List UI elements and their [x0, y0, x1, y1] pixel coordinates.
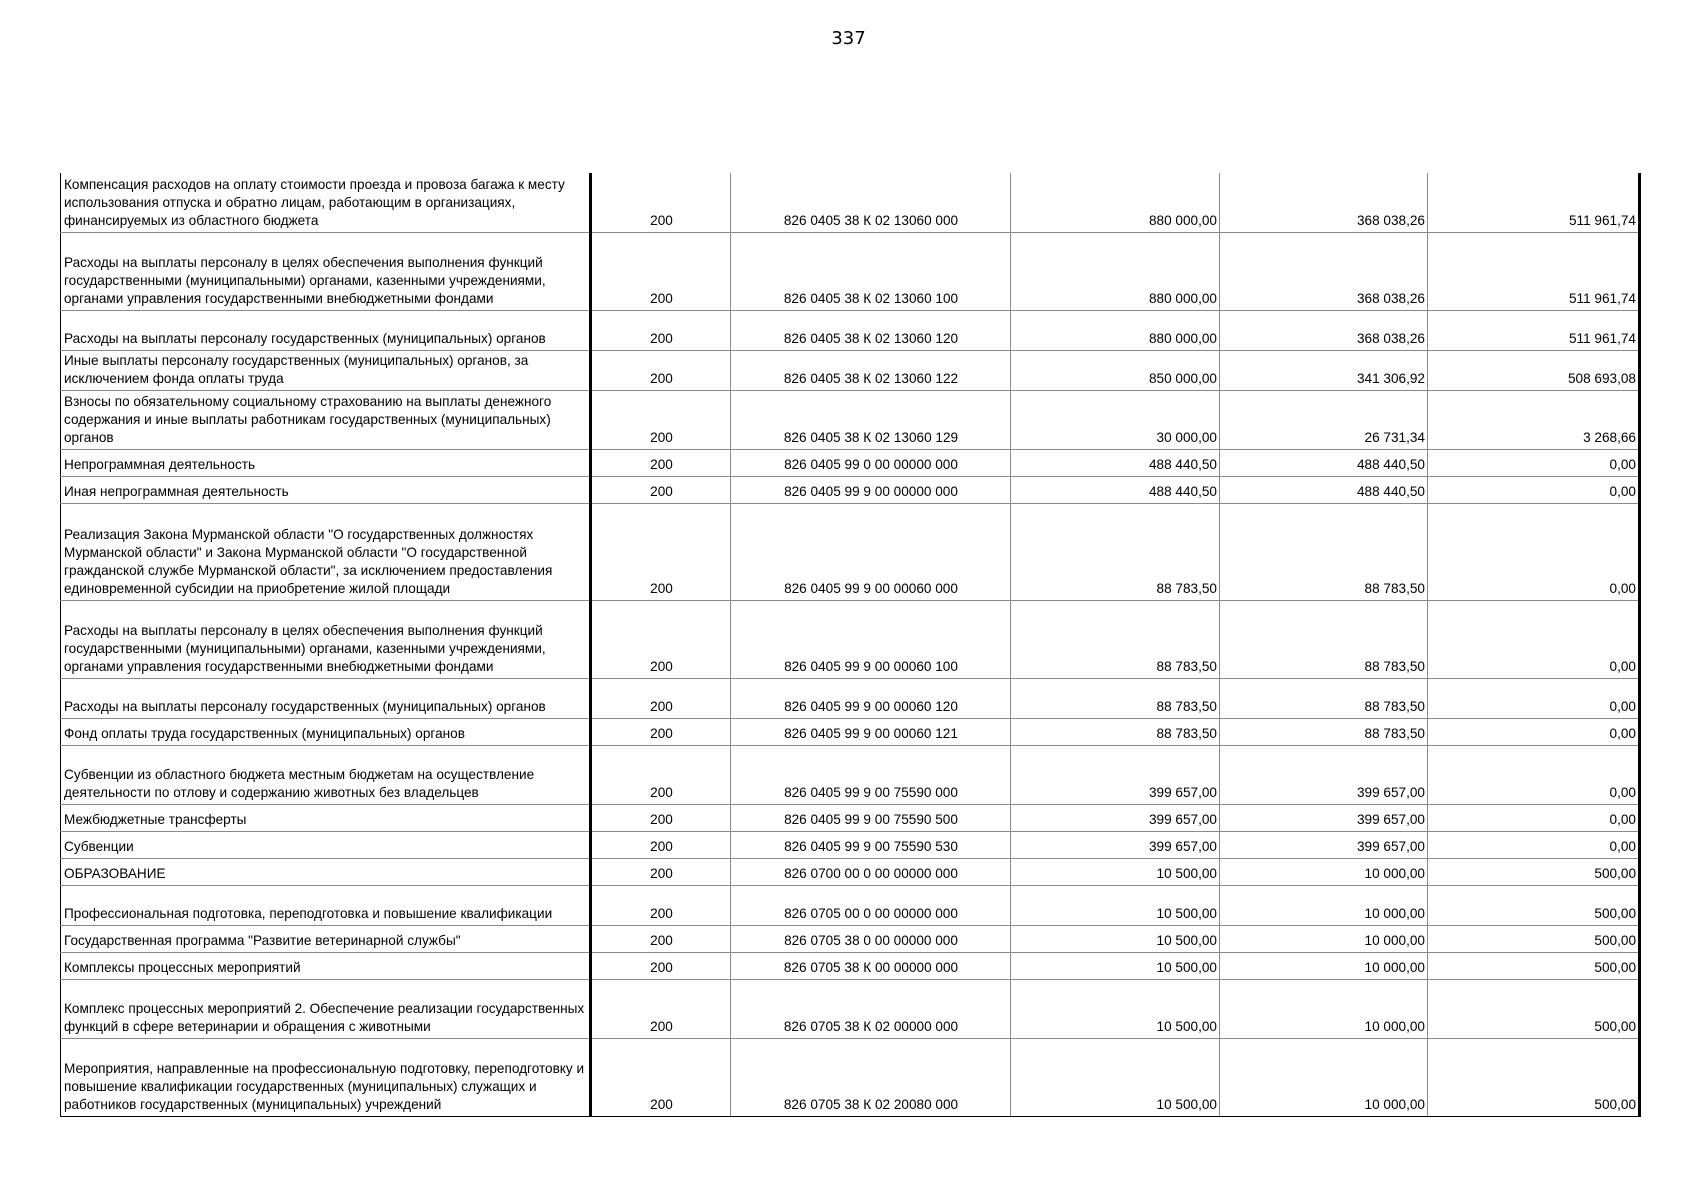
row-approved: 10 500,00 — [1011, 952, 1220, 979]
row-remaining: 500,00 — [1428, 858, 1640, 885]
row-line-code: 200 — [591, 476, 731, 503]
row-executed: 26 731,34 — [1220, 390, 1428, 449]
table-row — [61, 745, 1640, 804]
row-approved: 10 500,00 — [1011, 858, 1220, 885]
table-row — [61, 476, 1640, 503]
row-executed: 368 038,26 — [1220, 310, 1428, 350]
row-executed: 368 038,26 — [1220, 232, 1428, 310]
table-row — [61, 804, 1640, 831]
row-approved: 88 783,50 — [1011, 718, 1220, 745]
table-row — [61, 449, 1640, 476]
row-budget-code: 826 0405 38 К 02 13060 122 — [731, 350, 1011, 390]
row-remaining: 500,00 — [1428, 1038, 1640, 1116]
row-name: Расходы на выплаты персоналу государственных (муниципальных) органов — [61, 310, 591, 350]
row-line-code: 200 — [591, 449, 731, 476]
row-remaining: 500,00 — [1428, 925, 1640, 952]
row-name: Субвенции из областного бюджета местным бюджетам на осуществление деятельности по отлову и содержанию животных без владельцев — [61, 745, 591, 804]
row-name: Расходы на выплаты персоналу государственных (муниципальных) органов — [61, 678, 591, 718]
row-budget-code: 826 0405 38 К 02 13060 129 — [731, 390, 1011, 449]
row-remaining: 500,00 — [1428, 885, 1640, 925]
row-budget-code: 826 0405 99 0 00 00000 000 — [731, 449, 1011, 476]
row-approved: 488 440,50 — [1011, 449, 1220, 476]
row-line-code: 200 — [591, 952, 731, 979]
row-name: ОБРАЗОВАНИЕ — [61, 858, 591, 885]
row-line-code: 200 — [591, 858, 731, 885]
row-budget-code: 826 0705 38 0 00 00000 000 — [731, 925, 1011, 952]
table-row — [61, 1038, 1640, 1116]
row-name: Профессиональная подготовка, переподготовка и повышение квалификации — [61, 885, 591, 925]
row-remaining: 511 961,74 — [1428, 310, 1640, 350]
row-executed: 88 783,50 — [1220, 718, 1428, 745]
table-row — [61, 173, 1640, 232]
row-budget-code: 826 0705 00 0 00 00000 000 — [731, 885, 1011, 925]
row-remaining: 0,00 — [1428, 600, 1640, 678]
table-row — [61, 678, 1640, 718]
row-approved: 399 657,00 — [1011, 831, 1220, 858]
table-row — [61, 600, 1640, 678]
row-budget-code: 826 0705 38 К 02 00000 000 — [731, 979, 1011, 1038]
row-remaining: 3 268,66 — [1428, 390, 1640, 449]
row-remaining: 511 961,74 — [1428, 232, 1640, 310]
table-row — [61, 952, 1640, 979]
row-executed: 399 657,00 — [1220, 804, 1428, 831]
row-approved: 880 000,00 — [1011, 310, 1220, 350]
table-row — [61, 885, 1640, 925]
row-approved: 88 783,50 — [1011, 678, 1220, 718]
row-approved: 880 000,00 — [1011, 173, 1220, 232]
table-row — [61, 925, 1640, 952]
table-row — [61, 390, 1640, 449]
table-row — [61, 350, 1640, 390]
row-line-code: 200 — [591, 745, 731, 804]
row-budget-code: 826 0405 99 9 00 75590 530 — [731, 831, 1011, 858]
row-remaining: 0,00 — [1428, 678, 1640, 718]
row-remaining: 500,00 — [1428, 952, 1640, 979]
row-budget-code: 826 0405 99 9 00 00000 000 — [731, 476, 1011, 503]
row-budget-code: 826 0405 99 9 00 75590 000 — [731, 745, 1011, 804]
row-line-code: 200 — [591, 1038, 731, 1116]
row-line-code: 200 — [591, 390, 731, 449]
row-line-code: 200 — [591, 885, 731, 925]
row-executed: 10 000,00 — [1220, 952, 1428, 979]
row-remaining: 508 693,08 — [1428, 350, 1640, 390]
row-line-code: 200 — [591, 503, 731, 600]
row-name: Государственная программа "Развитие ветеринарной службы" — [61, 925, 591, 952]
row-name: Мероприятия, направленные на профессиональную подготовку, переподготовку и повышение квалификации государственных (муниципальных) служащих и работников государственных (муниципальных) учреждений — [61, 1038, 591, 1116]
row-executed: 10 000,00 — [1220, 979, 1428, 1038]
table-row — [61, 310, 1640, 350]
table-row — [61, 979, 1640, 1038]
table-row — [61, 718, 1640, 745]
row-name: Иные выплаты персоналу государственных (муниципальных) органов, за исключением фонда оплаты труда — [61, 350, 591, 390]
row-remaining: 511 961,74 — [1428, 173, 1640, 232]
row-name: Комплекс процессных мероприятий 2. Обеспечение реализации государственных функций в сфере ветеринарии и обращения с животными — [61, 979, 591, 1038]
budget-table — [60, 173, 1641, 1117]
row-line-code: 200 — [591, 310, 731, 350]
row-approved: 488 440,50 — [1011, 476, 1220, 503]
row-line-code: 200 — [591, 350, 731, 390]
row-line-code: 200 — [591, 804, 731, 831]
table-row — [61, 232, 1640, 310]
row-budget-code: 826 0405 99 9 00 00060 121 — [731, 718, 1011, 745]
row-name: Реализация Закона Мурманской области "О государственных должностях Мурманской области" и Закона Мурманской области "О государственной гражданской службе Мурманской области", за исключением предоставления единовременной субсидии на приобретение жилой площади — [61, 503, 591, 600]
row-name: Комплексы процессных мероприятий — [61, 952, 591, 979]
row-name: Непрограммная деятельность — [61, 449, 591, 476]
row-approved: 880 000,00 — [1011, 232, 1220, 310]
row-executed: 399 657,00 — [1220, 831, 1428, 858]
row-executed: 10 000,00 — [1220, 925, 1428, 952]
row-remaining: 500,00 — [1428, 979, 1640, 1038]
row-approved: 10 500,00 — [1011, 1038, 1220, 1116]
row-approved: 30 000,00 — [1011, 390, 1220, 449]
table-body — [61, 173, 1640, 1116]
row-executed: 88 783,50 — [1220, 503, 1428, 600]
row-executed: 488 440,50 — [1220, 476, 1428, 503]
row-executed: 341 306,92 — [1220, 350, 1428, 390]
row-line-code: 200 — [591, 718, 731, 745]
row-approved: 10 500,00 — [1011, 979, 1220, 1038]
row-line-code: 200 — [591, 831, 731, 858]
row-executed: 88 783,50 — [1220, 678, 1428, 718]
row-remaining: 0,00 — [1428, 449, 1640, 476]
row-remaining: 0,00 — [1428, 745, 1640, 804]
row-approved: 399 657,00 — [1011, 804, 1220, 831]
row-approved: 399 657,00 — [1011, 745, 1220, 804]
row-budget-code: 826 0405 38 К 02 13060 100 — [731, 232, 1011, 310]
row-executed: 10 000,00 — [1220, 858, 1428, 885]
row-line-code: 200 — [591, 678, 731, 718]
row-remaining: 0,00 — [1428, 476, 1640, 503]
row-budget-code: 826 0405 38 К 02 13060 000 — [731, 173, 1011, 232]
row-line-code: 200 — [591, 173, 731, 232]
row-remaining: 0,00 — [1428, 503, 1640, 600]
row-line-code: 200 — [591, 925, 731, 952]
row-budget-code: 826 0705 38 К 00 00000 000 — [731, 952, 1011, 979]
row-executed: 488 440,50 — [1220, 449, 1428, 476]
row-name: Компенсация расходов на оплату стоимости проезда и провоза багажа к месту использования отпуска и обратно лицам, работающим в организациях, финансируемых из областного бюджета — [61, 173, 591, 232]
row-approved: 10 500,00 — [1011, 885, 1220, 925]
row-line-code: 200 — [591, 979, 731, 1038]
row-executed: 88 783,50 — [1220, 600, 1428, 678]
row-executed: 10 000,00 — [1220, 1038, 1428, 1116]
row-executed: 399 657,00 — [1220, 745, 1428, 804]
row-budget-code: 826 0405 99 9 00 00060 000 — [731, 503, 1011, 600]
row-executed: 10 000,00 — [1220, 885, 1428, 925]
row-approved: 10 500,00 — [1011, 925, 1220, 952]
row-line-code: 200 — [591, 232, 731, 310]
table-row — [61, 503, 1640, 600]
row-name: Фонд оплаты труда государственных (муниципальных) органов — [61, 718, 591, 745]
row-name: Межбюджетные трансферты — [61, 804, 591, 831]
row-name: Расходы на выплаты персоналу в целях обеспечения выполнения функций государственными (муниципальными) органами, казенными учреждениями, органами управления государственными внебюджетными фондами — [61, 600, 591, 678]
row-executed: 368 038,26 — [1220, 173, 1428, 232]
row-budget-code: 826 0405 38 К 02 13060 120 — [731, 310, 1011, 350]
row-budget-code: 826 0700 00 0 00 00000 000 — [731, 858, 1011, 885]
row-line-code: 200 — [591, 600, 731, 678]
row-budget-code: 826 0405 99 9 00 00060 120 — [731, 678, 1011, 718]
row-name: Взносы по обязательному социальному страхованию на выплаты денежного содержания и иные выплаты работникам государственных (муниципальных) органов — [61, 390, 591, 449]
row-approved: 88 783,50 — [1011, 600, 1220, 678]
table-row — [61, 858, 1640, 885]
row-approved: 850 000,00 — [1011, 350, 1220, 390]
row-approved: 88 783,50 — [1011, 503, 1220, 600]
row-name: Субвенции — [61, 831, 591, 858]
row-name: Иная непрограммная деятельность — [61, 476, 591, 503]
page-number: 337 — [831, 28, 866, 49]
row-remaining: 0,00 — [1428, 831, 1640, 858]
row-budget-code: 826 0705 38 К 02 20080 000 — [731, 1038, 1011, 1116]
row-name: Расходы на выплаты персоналу в целях обеспечения выполнения функций государственными (муниципальными) органами, казенными учреждениями, органами управления государственными внебюджетными фондами — [61, 232, 591, 310]
table-row — [61, 831, 1640, 858]
row-remaining: 0,00 — [1428, 804, 1640, 831]
row-budget-code: 826 0405 99 9 00 75590 500 — [731, 804, 1011, 831]
row-remaining: 0,00 — [1428, 718, 1640, 745]
row-budget-code: 826 0405 99 9 00 00060 100 — [731, 600, 1011, 678]
